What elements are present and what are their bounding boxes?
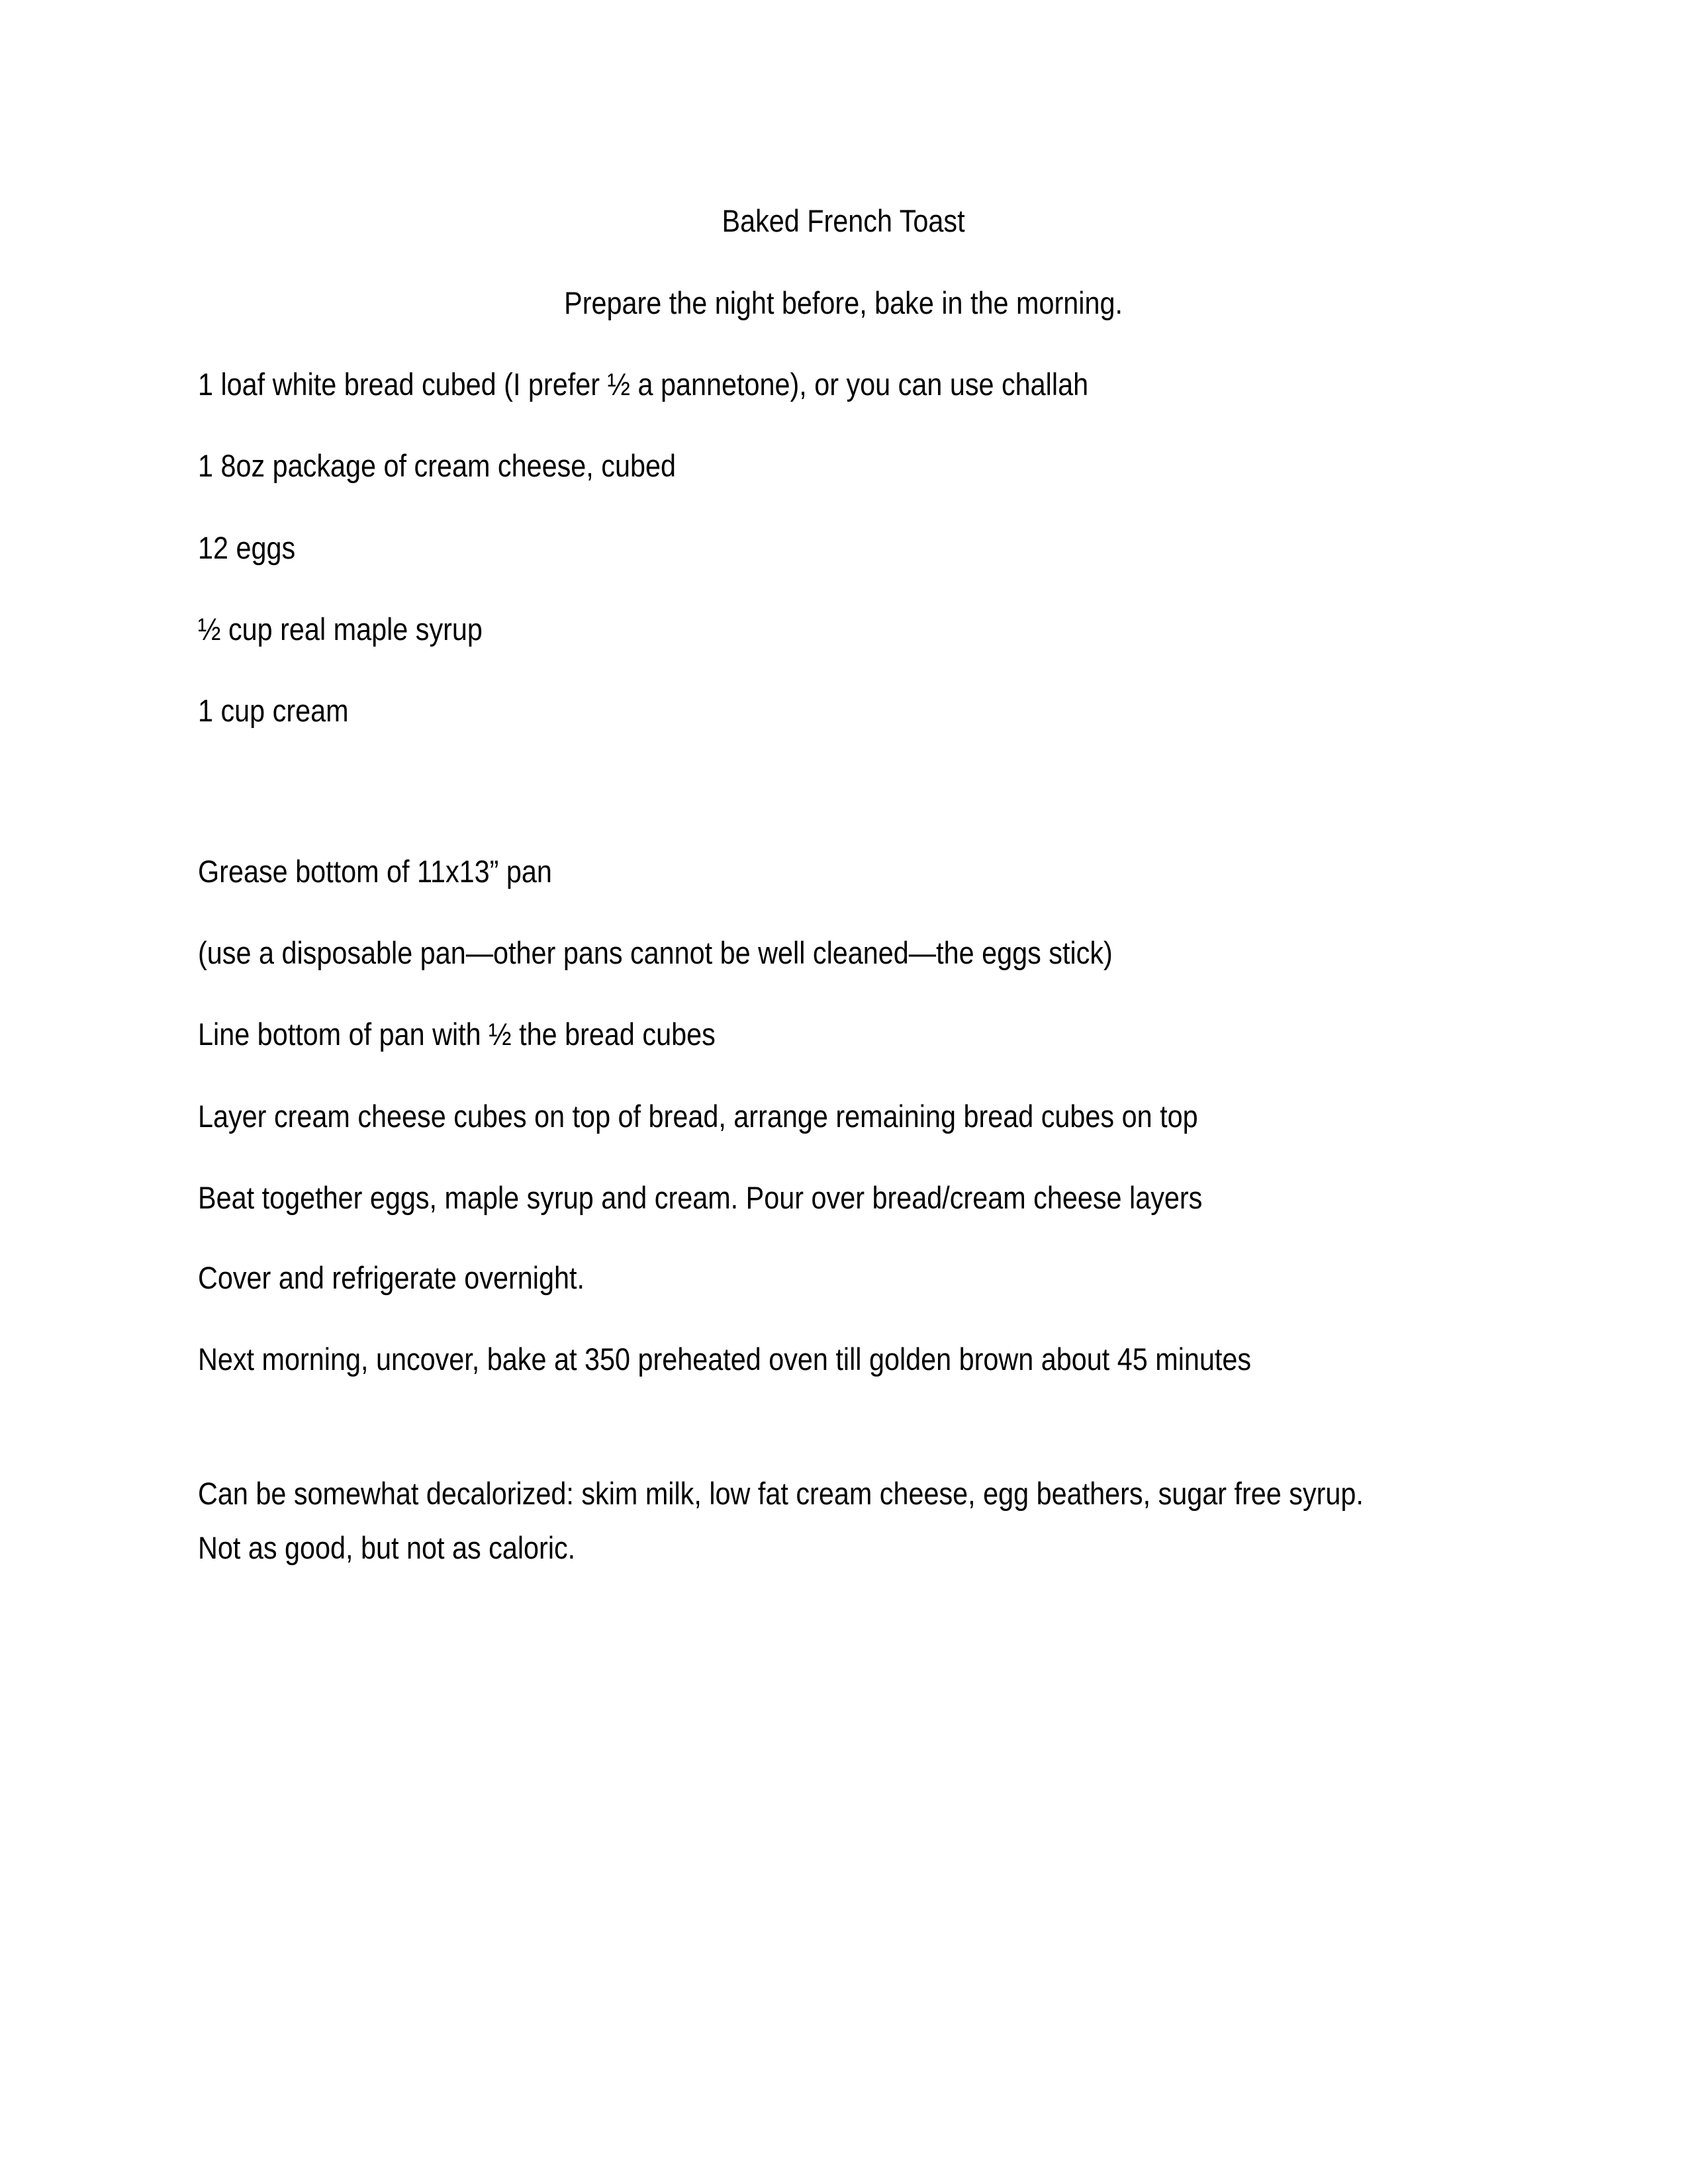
instruction-step: Cover and refrigerate overnight. xyxy=(198,1260,585,1295)
instruction-step: Beat together eggs, maple syrup and cream. Pour over bread/cream cheese layers xyxy=(198,1180,1203,1215)
ingredient-item: 1 cup cream xyxy=(198,693,349,728)
recipe-title: Baked French Toast xyxy=(722,203,965,238)
instruction-step: Grease bottom of 11x13” pan xyxy=(198,854,552,889)
ingredient-item: 1 loaf white bread cubed (I prefer ½ a pannetone), or you can use challah xyxy=(198,367,1089,402)
instruction-step: (use a disposable pan—other pans cannot be well cleaned—the eggs stick) xyxy=(198,935,1113,970)
ingredient-item: ½ cup real maple syrup xyxy=(198,612,483,647)
instruction-step: Line bottom of pan with ½ the bread cubes xyxy=(198,1017,716,1052)
instruction-step: Next morning, uncover, bake at 350 preheated oven till golden brown about 45 minutes xyxy=(198,1342,1252,1377)
instruction-step: Layer cream cheese cubes on top of bread, arrange remaining bread cubes on top xyxy=(198,1099,1198,1134)
recipe-subtitle: Prepare the night before, bake in the morning. xyxy=(564,285,1123,320)
ingredient-item: 12 eggs xyxy=(198,530,296,565)
ingredient-item: 1 8oz package of cream cheese, cubed xyxy=(198,448,676,483)
recipe-document xyxy=(198,0,1489,2184)
calorie-note: Can be somewhat decalorized: skim milk, low fat cream cheese, egg beathers, sugar free syrup. Not as good, but not as caloric. xyxy=(198,1476,1364,1565)
